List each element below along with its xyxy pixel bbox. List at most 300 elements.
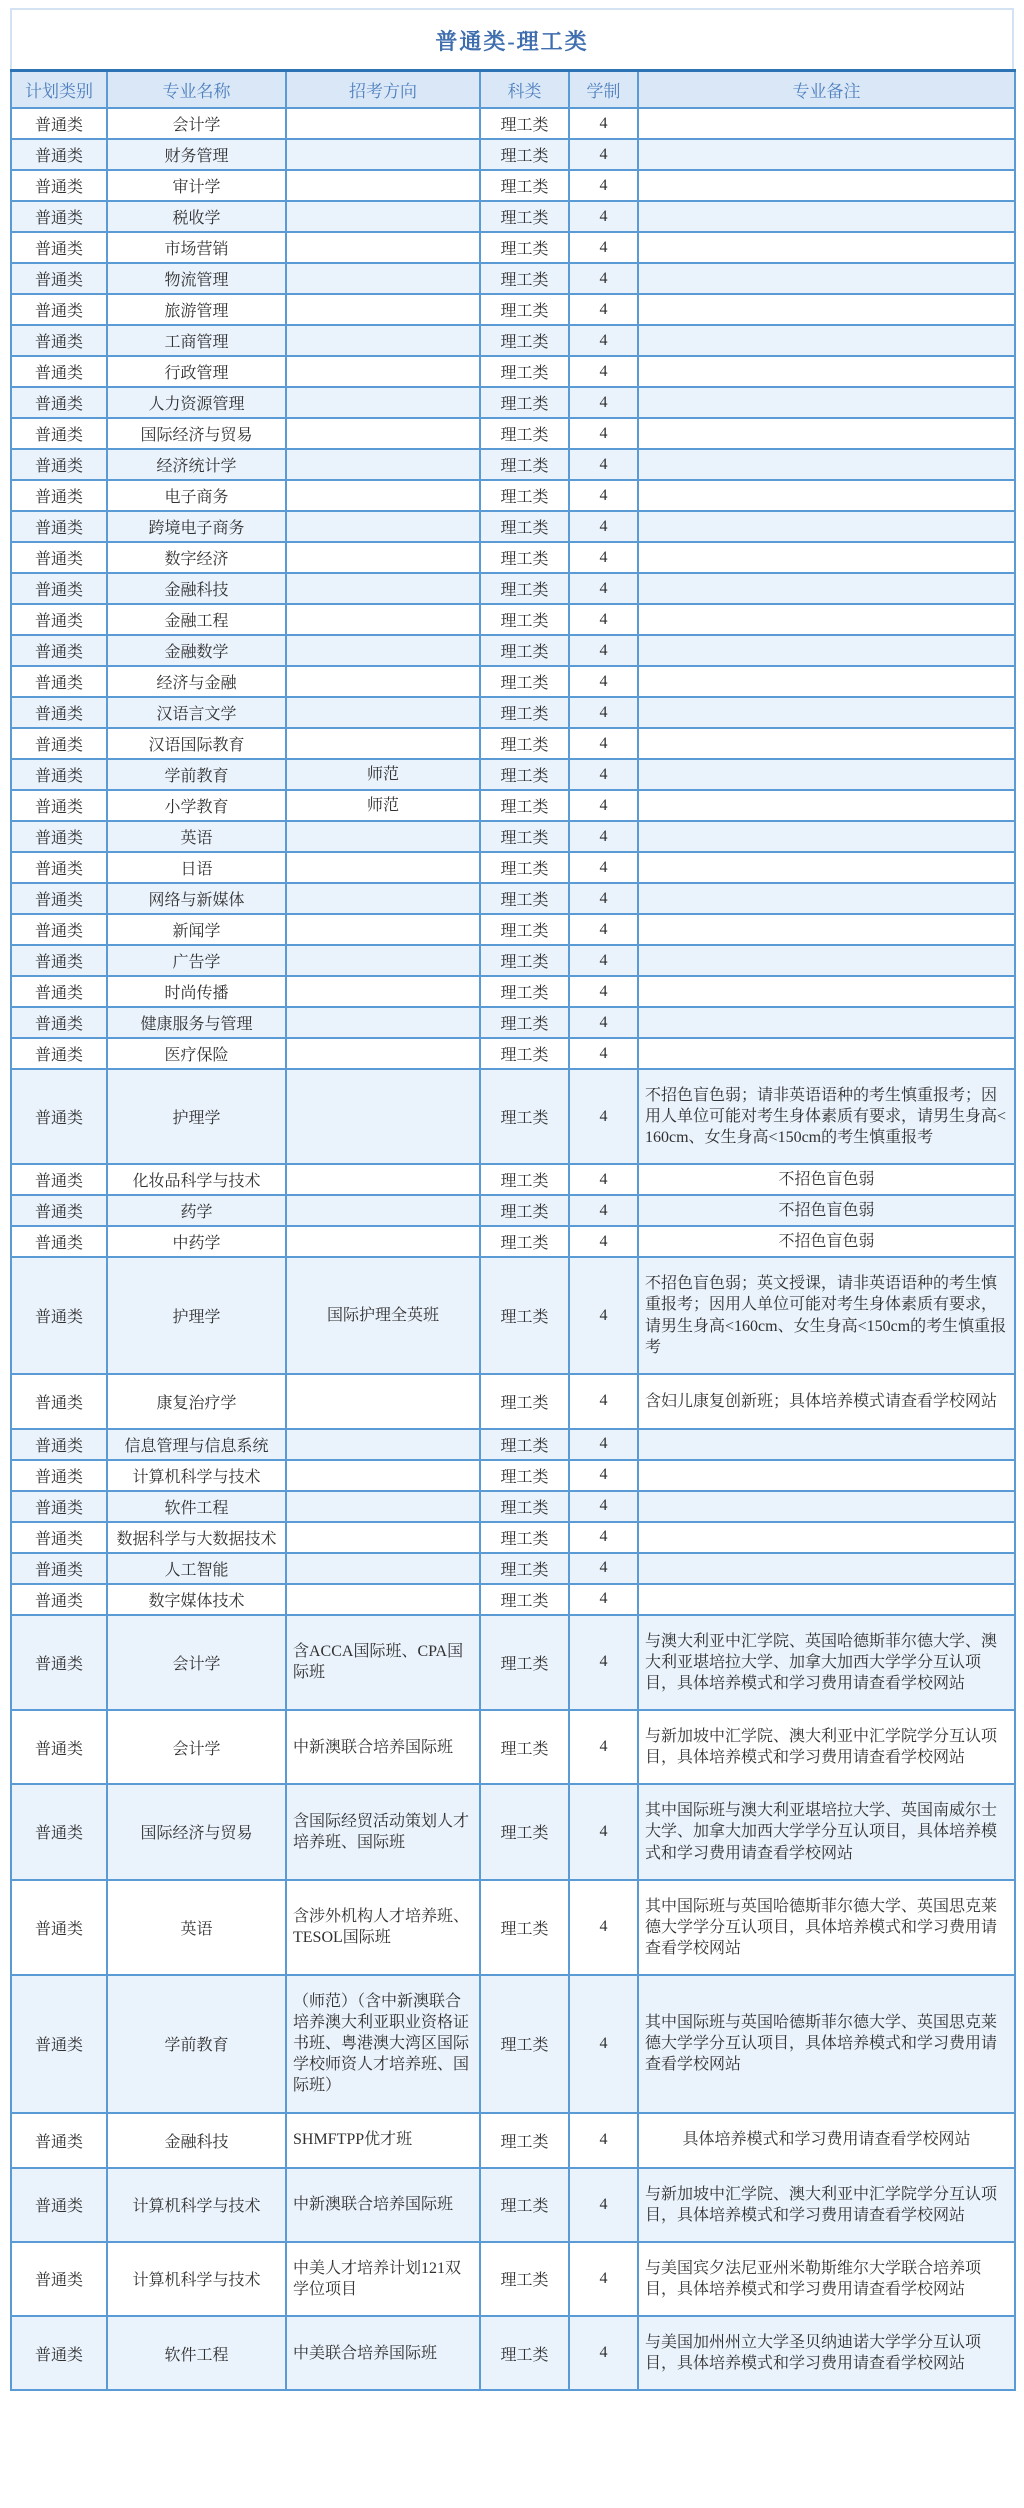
cell-subject: 理工类 (480, 356, 569, 387)
cell-remark (638, 1429, 1015, 1460)
cell-category: 普通类 (11, 170, 107, 201)
table-row (11, 1491, 1015, 1522)
cell-category: 普通类 (11, 1257, 107, 1373)
cell-category: 普通类 (11, 1007, 107, 1038)
cell-major: 经济与金融 (107, 666, 286, 697)
cell-category: 普通类 (11, 1069, 107, 1164)
header-major-remark: 专业备注 (638, 71, 1015, 109)
cell-major: 会计学 (107, 1615, 286, 1710)
cell-category: 普通类 (11, 1164, 107, 1195)
cell-subject: 理工类 (480, 1007, 569, 1038)
cell-subject: 理工类 (480, 542, 569, 573)
cell-years: 4 (569, 1164, 638, 1195)
cell-direction (286, 1584, 480, 1615)
table-row (11, 1460, 1015, 1491)
cell-direction (286, 852, 480, 883)
admission-plan-sheet (10, 8, 1014, 2391)
cell-subject: 理工类 (480, 1257, 569, 1373)
cell-subject: 理工类 (480, 635, 569, 666)
cell-direction: 含涉外机构人才培养班、TESOL国际班 (286, 1880, 480, 1975)
table-row (11, 418, 1015, 449)
cell-category: 普通类 (11, 697, 107, 728)
table-row (11, 1164, 1015, 1195)
cell-remark: 与新加坡中汇学院、澳大利亚中汇学院学分互认项目，具体培养模式和学习费用请查看学校网站 (638, 2168, 1015, 2242)
table-row (11, 263, 1015, 294)
cell-category: 普通类 (11, 356, 107, 387)
cell-remark (638, 108, 1015, 139)
cell-direction: 含国际经贸活动策划人才培养班、国际班 (286, 1784, 480, 1879)
table-row (11, 325, 1015, 356)
cell-category: 普通类 (11, 1784, 107, 1879)
cell-years: 4 (569, 1975, 638, 2113)
cell-remark (638, 635, 1015, 666)
cell-subject: 理工类 (480, 294, 569, 325)
table-row (11, 1257, 1015, 1373)
cell-category: 普通类 (11, 728, 107, 759)
cell-category: 普通类 (11, 232, 107, 263)
table-row (11, 790, 1015, 821)
cell-subject: 理工类 (480, 1710, 569, 1784)
cell-category: 普通类 (11, 1429, 107, 1460)
cell-years: 4 (569, 883, 638, 914)
cell-category: 普通类 (11, 1615, 107, 1710)
table-row (11, 1007, 1015, 1038)
cell-major: 数字媒体技术 (107, 1584, 286, 1615)
table-row (11, 139, 1015, 170)
cell-major: 护理学 (107, 1069, 286, 1164)
cell-years: 4 (569, 201, 638, 232)
cell-category: 普通类 (11, 201, 107, 232)
cell-remark (638, 201, 1015, 232)
cell-subject: 理工类 (480, 108, 569, 139)
cell-category: 普通类 (11, 790, 107, 821)
cell-category: 普通类 (11, 2113, 107, 2168)
cell-subject: 理工类 (480, 666, 569, 697)
cell-category: 普通类 (11, 1584, 107, 1615)
cell-direction (286, 573, 480, 604)
table-row (11, 1226, 1015, 1257)
cell-major: 税收学 (107, 201, 286, 232)
header-duration: 学制 (569, 71, 638, 109)
cell-subject: 理工类 (480, 1975, 569, 2113)
cell-direction (286, 1069, 480, 1164)
table-row (11, 1195, 1015, 1226)
cell-direction (286, 821, 480, 852)
cell-remark (638, 573, 1015, 604)
cell-direction (286, 635, 480, 666)
cell-years: 4 (569, 356, 638, 387)
cell-remark (638, 914, 1015, 945)
cell-direction (286, 108, 480, 139)
cell-category: 普通类 (11, 666, 107, 697)
cell-direction (286, 1007, 480, 1038)
header-subject-type: 科类 (480, 71, 569, 109)
cell-category: 普通类 (11, 1710, 107, 1784)
page-title: 普通类-理工类 (435, 29, 589, 54)
cell-remark: 其中国际班与英国哈德斯菲尔德大学、英国思克莱德大学学分互认项目，具体培养模式和学习费用请查看学校网站 (638, 1880, 1015, 1975)
cell-remark: 不招色盲色弱；英文授课，请非英语语种的考生慎重报考；因用人单位可能对考生身体素质有要求，请男生身高<160cm、女生身高<150cm的考生慎重报考 (638, 1257, 1015, 1373)
cell-major: 人力资源管理 (107, 387, 286, 418)
cell-direction (286, 201, 480, 232)
cell-category: 普通类 (11, 883, 107, 914)
cell-years: 4 (569, 170, 638, 201)
cell-years: 4 (569, 294, 638, 325)
cell-years: 4 (569, 232, 638, 263)
cell-years: 4 (569, 790, 638, 821)
cell-major: 金融数学 (107, 635, 286, 666)
cell-subject: 理工类 (480, 1522, 569, 1553)
cell-remark: 与澳大利亚中汇学院、英国哈德斯菲尔德大学、澳大利亚堪培拉大学、加拿大加西大学学分互认项目，具体培养模式和学习费用请查看学校网站 (638, 1615, 1015, 1710)
cell-direction: 中美人才培养计划121双学位项目 (286, 2242, 480, 2316)
table-row (11, 852, 1015, 883)
cell-major: 计算机科学与技术 (107, 1460, 286, 1491)
cell-direction (286, 1491, 480, 1522)
cell-major: 中药学 (107, 1226, 286, 1257)
cell-remark (638, 1038, 1015, 1069)
cell-category: 普通类 (11, 449, 107, 480)
cell-remark (638, 697, 1015, 728)
table-title-box (10, 8, 1014, 69)
cell-direction (286, 139, 480, 170)
cell-remark (638, 976, 1015, 1007)
header-major-name: 专业名称 (107, 71, 286, 109)
cell-direction (286, 1195, 480, 1226)
cell-category: 普通类 (11, 108, 107, 139)
cell-direction (286, 449, 480, 480)
cell-subject: 理工类 (480, 1784, 569, 1879)
table-row (11, 170, 1015, 201)
cell-years: 4 (569, 852, 638, 883)
cell-direction: SHMFTPP优才班 (286, 2113, 480, 2168)
cell-years: 4 (569, 480, 638, 511)
cell-remark (638, 1584, 1015, 1615)
cell-subject: 理工类 (480, 1491, 569, 1522)
table-row (11, 1880, 1015, 1975)
table-row (11, 511, 1015, 542)
table-row (11, 1584, 1015, 1615)
cell-major: 审计学 (107, 170, 286, 201)
cell-direction: 师范 (286, 759, 480, 790)
cell-remark (638, 325, 1015, 356)
cell-major: 信息管理与信息系统 (107, 1429, 286, 1460)
cell-category: 普通类 (11, 635, 107, 666)
cell-years: 4 (569, 1584, 638, 1615)
table-row (11, 1038, 1015, 1069)
cell-remark: 不招色盲色弱 (638, 1164, 1015, 1195)
cell-years: 4 (569, 1374, 638, 1429)
cell-subject: 理工类 (480, 139, 569, 170)
cell-category: 普通类 (11, 2242, 107, 2316)
cell-major: 会计学 (107, 108, 286, 139)
cell-direction (286, 294, 480, 325)
cell-years: 4 (569, 1710, 638, 1784)
cell-category: 普通类 (11, 263, 107, 294)
cell-remark: 与美国加州州立大学圣贝纳迪诺大学学分互认项目，具体培养模式和学习费用请查看学校网站 (638, 2316, 1015, 2390)
cell-major: 金融科技 (107, 573, 286, 604)
cell-remark: 其中国际班与英国哈德斯菲尔德大学、英国思克莱德大学学分互认项目，具体培养模式和学习费用请查看学校网站 (638, 1975, 1015, 2113)
cell-major: 时尚传播 (107, 976, 286, 1007)
cell-years: 4 (569, 604, 638, 635)
cell-category: 普通类 (11, 604, 107, 635)
cell-remark (638, 790, 1015, 821)
cell-subject: 理工类 (480, 263, 569, 294)
cell-subject: 理工类 (480, 2168, 569, 2242)
table-row (11, 1429, 1015, 1460)
cell-remark: 不招色盲色弱 (638, 1226, 1015, 1257)
cell-remark (638, 666, 1015, 697)
cell-direction (286, 356, 480, 387)
table-row (11, 635, 1015, 666)
cell-subject: 理工类 (480, 2316, 569, 2390)
cell-category: 普通类 (11, 976, 107, 1007)
cell-direction (286, 1429, 480, 1460)
cell-major: 日语 (107, 852, 286, 883)
cell-remark (638, 511, 1015, 542)
cell-category: 普通类 (11, 945, 107, 976)
cell-major: 物流管理 (107, 263, 286, 294)
cell-major: 市场营销 (107, 232, 286, 263)
cell-major: 软件工程 (107, 1491, 286, 1522)
cell-major: 广告学 (107, 945, 286, 976)
cell-subject: 理工类 (480, 511, 569, 542)
cell-remark (638, 1491, 1015, 1522)
cell-years: 4 (569, 728, 638, 759)
cell-major: 英语 (107, 1880, 286, 1975)
cell-direction: 中新澳联合培养国际班 (286, 2168, 480, 2242)
cell-major: 英语 (107, 821, 286, 852)
cell-remark: 含妇儿康复创新班；具体培养模式请查看学校网站 (638, 1374, 1015, 1429)
table-row (11, 356, 1015, 387)
cell-years: 4 (569, 2316, 638, 2390)
cell-remark (638, 139, 1015, 170)
cell-years: 4 (569, 2168, 638, 2242)
cell-direction (286, 511, 480, 542)
cell-direction (286, 542, 480, 573)
cell-subject: 理工类 (480, 697, 569, 728)
cell-major: 汉语国际教育 (107, 728, 286, 759)
cell-years: 4 (569, 945, 638, 976)
cell-category: 普通类 (11, 294, 107, 325)
cell-direction (286, 418, 480, 449)
cell-subject: 理工类 (480, 573, 569, 604)
cell-years: 4 (569, 542, 638, 573)
cell-years: 4 (569, 635, 638, 666)
table-row (11, 108, 1015, 139)
cell-direction: 师范 (286, 790, 480, 821)
cell-subject: 理工类 (480, 945, 569, 976)
cell-major: 财务管理 (107, 139, 286, 170)
cell-direction (286, 232, 480, 263)
cell-subject: 理工类 (480, 790, 569, 821)
cell-years: 4 (569, 1880, 638, 1975)
cell-subject: 理工类 (480, 1615, 569, 1710)
cell-remark (638, 759, 1015, 790)
cell-direction: 国际护理全英班 (286, 1257, 480, 1373)
cell-remark: 不招色盲色弱 (638, 1195, 1015, 1226)
cell-major: 金融工程 (107, 604, 286, 635)
cell-subject: 理工类 (480, 1038, 569, 1069)
cell-category: 普通类 (11, 511, 107, 542)
cell-major: 旅游管理 (107, 294, 286, 325)
cell-remark (638, 604, 1015, 635)
cell-remark (638, 263, 1015, 294)
cell-major: 工商管理 (107, 325, 286, 356)
cell-subject: 理工类 (480, 759, 569, 790)
cell-years: 4 (569, 1257, 638, 1373)
cell-major: 金融科技 (107, 2113, 286, 2168)
cell-major: 健康服务与管理 (107, 1007, 286, 1038)
cell-remark (638, 294, 1015, 325)
table-row (11, 1374, 1015, 1429)
cell-remark: 具体培养模式和学习费用请查看学校网站 (638, 2113, 1015, 2168)
table-row (11, 666, 1015, 697)
cell-category: 普通类 (11, 1374, 107, 1429)
cell-major: 计算机科学与技术 (107, 2168, 286, 2242)
cell-direction: 中美联合培养国际班 (286, 2316, 480, 2390)
cell-years: 4 (569, 914, 638, 945)
cell-years: 4 (569, 1460, 638, 1491)
cell-category: 普通类 (11, 542, 107, 573)
cell-years: 4 (569, 387, 638, 418)
cell-remark: 其中国际班与澳大利亚堪培拉大学、英国南威尔士大学、加拿大加西大学学分互认项目，具体培养模式和学习费用请查看学校网站 (638, 1784, 1015, 1879)
cell-remark: 不招色盲色弱；请非英语语种的考生慎重报考；因用人单位可能对考生身体素质有要求，请男生身高<160cm、女生身高<150cm的考生慎重报考 (638, 1069, 1015, 1164)
cell-years: 4 (569, 139, 638, 170)
cell-direction (286, 480, 480, 511)
cell-direction (286, 1164, 480, 1195)
table-header-row (11, 71, 1015, 109)
cell-direction (286, 604, 480, 635)
table-row (11, 1553, 1015, 1584)
cell-subject: 理工类 (480, 325, 569, 356)
cell-subject: 理工类 (480, 418, 569, 449)
table-row (11, 1975, 1015, 2113)
cell-category: 普通类 (11, 1195, 107, 1226)
cell-remark (638, 1522, 1015, 1553)
cell-major: 计算机科学与技术 (107, 2242, 286, 2316)
cell-category: 普通类 (11, 821, 107, 852)
cell-major: 新闻学 (107, 914, 286, 945)
cell-major: 行政管理 (107, 356, 286, 387)
cell-remark: 与美国宾夕法尼亚州米勒斯维尔大学联合培养项目，具体培养模式和学习费用请查看学校网站 (638, 2242, 1015, 2316)
cell-direction (286, 697, 480, 728)
table-row (11, 2168, 1015, 2242)
cell-remark (638, 883, 1015, 914)
cell-category: 普通类 (11, 573, 107, 604)
cell-subject: 理工类 (480, 232, 569, 263)
cell-subject: 理工类 (480, 604, 569, 635)
cell-major: 数据科学与大数据技术 (107, 1522, 286, 1553)
cell-subject: 理工类 (480, 449, 569, 480)
cell-years: 4 (569, 1491, 638, 1522)
cell-subject: 理工类 (480, 170, 569, 201)
cell-category: 普通类 (11, 1880, 107, 1975)
cell-category: 普通类 (11, 1522, 107, 1553)
cell-subject: 理工类 (480, 883, 569, 914)
cell-years: 4 (569, 1553, 638, 1584)
cell-direction (286, 976, 480, 1007)
cell-remark (638, 945, 1015, 976)
table-row (11, 2242, 1015, 2316)
table-row (11, 1710, 1015, 1784)
cell-years: 4 (569, 263, 638, 294)
cell-subject: 理工类 (480, 1460, 569, 1491)
table-row (11, 883, 1015, 914)
cell-remark (638, 542, 1015, 573)
cell-subject: 理工类 (480, 821, 569, 852)
cell-direction (286, 1553, 480, 1584)
cell-category: 普通类 (11, 759, 107, 790)
table-row (11, 697, 1015, 728)
cell-major: 数字经济 (107, 542, 286, 573)
table-row (11, 573, 1015, 604)
cell-remark (638, 387, 1015, 418)
cell-years: 4 (569, 449, 638, 480)
cell-direction (286, 1038, 480, 1069)
cell-direction (286, 666, 480, 697)
table-row (11, 387, 1015, 418)
table-row (11, 2316, 1015, 2390)
cell-major: 化妆品科学与技术 (107, 1164, 286, 1195)
cell-direction (286, 1226, 480, 1257)
table-row (11, 232, 1015, 263)
header-plan-category: 计划类别 (11, 71, 107, 109)
cell-direction (286, 1460, 480, 1491)
cell-major: 护理学 (107, 1257, 286, 1373)
cell-years: 4 (569, 2113, 638, 2168)
cell-remark (638, 232, 1015, 263)
cell-category: 普通类 (11, 1460, 107, 1491)
cell-remark (638, 852, 1015, 883)
cell-years: 4 (569, 1007, 638, 1038)
table-row (11, 1069, 1015, 1164)
cell-years: 4 (569, 1522, 638, 1553)
cell-major: 汉语言文学 (107, 697, 286, 728)
cell-direction (286, 170, 480, 201)
table-row (11, 604, 1015, 635)
cell-subject: 理工类 (480, 728, 569, 759)
table-row (11, 914, 1015, 945)
table-row (11, 449, 1015, 480)
cell-category: 普通类 (11, 2168, 107, 2242)
cell-major: 电子商务 (107, 480, 286, 511)
cell-direction (286, 1522, 480, 1553)
cell-major: 国际经济与贸易 (107, 418, 286, 449)
cell-major: 学前教育 (107, 1975, 286, 2113)
cell-category: 普通类 (11, 2316, 107, 2390)
cell-major: 网络与新媒体 (107, 883, 286, 914)
table-row (11, 821, 1015, 852)
cell-years: 4 (569, 1784, 638, 1879)
cell-direction (286, 263, 480, 294)
cell-major: 人工智能 (107, 1553, 286, 1584)
cell-category: 普通类 (11, 852, 107, 883)
cell-subject: 理工类 (480, 914, 569, 945)
cell-direction (286, 728, 480, 759)
cell-major: 经济统计学 (107, 449, 286, 480)
cell-subject: 理工类 (480, 976, 569, 1007)
table-row (11, 1522, 1015, 1553)
cell-remark (638, 418, 1015, 449)
cell-years: 4 (569, 1038, 638, 1069)
cell-subject: 理工类 (480, 1429, 569, 1460)
table-row (11, 2113, 1015, 2168)
cell-remark (638, 356, 1015, 387)
cell-subject: 理工类 (480, 1164, 569, 1195)
cell-category: 普通类 (11, 1038, 107, 1069)
cell-category: 普通类 (11, 1491, 107, 1522)
cell-years: 4 (569, 666, 638, 697)
cell-category: 普通类 (11, 480, 107, 511)
